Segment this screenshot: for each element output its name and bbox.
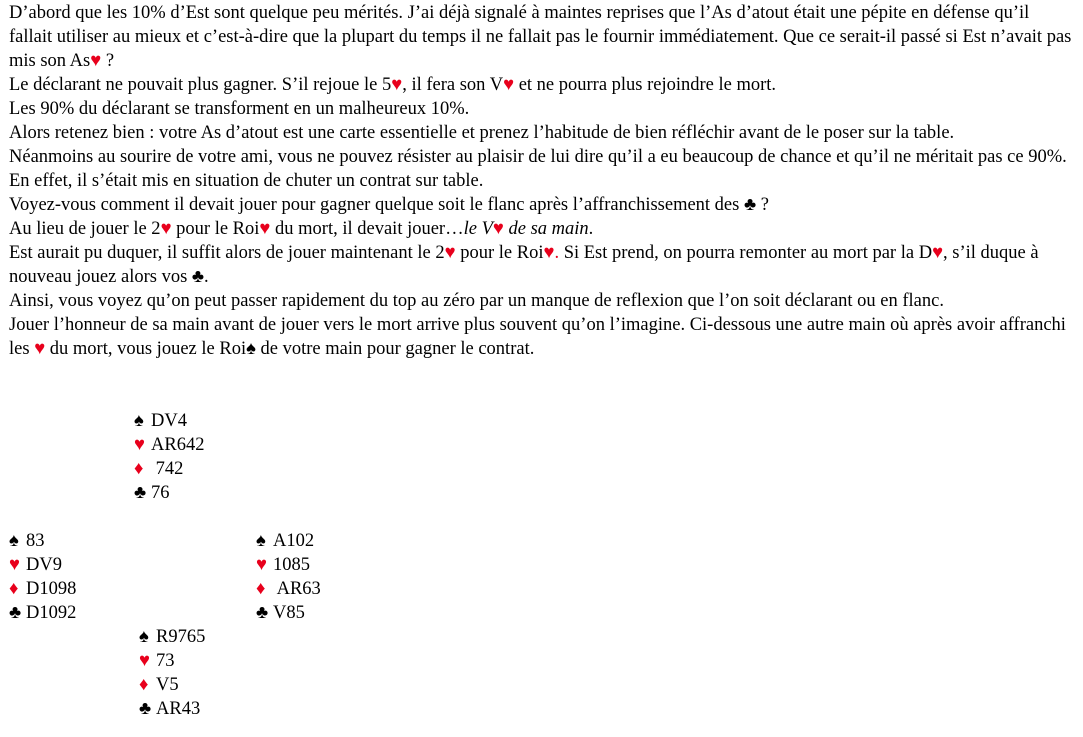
east-clubs-row bbox=[256, 601, 321, 625]
north-clubs: 76 bbox=[151, 483, 170, 503]
text-run: Voyez-vous comment il devait jouer pour gagner quelque soit le flanc après l’affranchissement des ♣ ? bbox=[9, 195, 769, 215]
west-hearts: DV9 bbox=[26, 555, 62, 575]
paragraph bbox=[9, 121, 1077, 145]
paragraph bbox=[9, 241, 1077, 289]
heart-icon: ♥ bbox=[34, 339, 46, 359]
text-run: du mort, vous jouez le Roi♠ de votre main pour gagner le contrat. bbox=[45, 339, 535, 359]
text-run: Néanmoins au sourire de votre ami, vous ne pouvez résister au plaisir de lui dire qu’il a eu beaucoup de chance et qu’il ne méritait pas ce 90%. bbox=[9, 147, 1067, 167]
hand-west bbox=[9, 529, 76, 625]
south-clubs: AR43 bbox=[156, 699, 201, 719]
south-diamonds-row bbox=[139, 673, 205, 697]
diamond-icon: ♦ bbox=[139, 675, 149, 695]
north-clubs-row bbox=[134, 481, 204, 505]
text-run: Jouer l’honneur de sa main avant de jouer vers le mort arrive plus souvent qu’on l’imagine. Ci-dessous une autre main où après avoir affranchi les bbox=[9, 315, 1066, 359]
text-run: Au lieu de jouer le 2 bbox=[9, 219, 161, 239]
north-spades: DV4 bbox=[151, 411, 187, 431]
south-hearts: 73 bbox=[156, 651, 175, 671]
south-diamonds: V5 bbox=[156, 675, 179, 695]
heart-icon: ♥ bbox=[256, 555, 267, 575]
text-run: . bbox=[588, 219, 594, 239]
east-clubs: V85 bbox=[273, 603, 305, 623]
heart-icon: ♥ bbox=[9, 555, 20, 575]
text-run: ? bbox=[101, 51, 115, 71]
east-spades: A102 bbox=[273, 531, 315, 551]
diamond-icon: ♦ bbox=[134, 459, 144, 479]
heart-icon: ♥ bbox=[160, 219, 172, 239]
text-run: , s’il duque à nouveau jouez alors vos ♣. bbox=[9, 243, 1039, 287]
paragraph bbox=[9, 145, 1077, 169]
west-clubs-row bbox=[9, 601, 76, 625]
text-run: de sa main bbox=[503, 219, 589, 239]
paragraph bbox=[9, 169, 1077, 193]
east-hearts: 1085 bbox=[273, 555, 310, 575]
paragraph bbox=[9, 289, 1077, 313]
paragraph bbox=[9, 97, 1077, 121]
text-run: pour le Roi bbox=[171, 219, 260, 239]
west-spades-row bbox=[9, 529, 76, 553]
club-icon: ♣ bbox=[256, 603, 269, 623]
heart-icon: ♥ bbox=[444, 243, 456, 263]
heart-icon: ♥ bbox=[391, 75, 403, 95]
spade-icon: ♠ bbox=[256, 531, 266, 551]
north-spades-row bbox=[134, 409, 204, 433]
south-hearts-row bbox=[139, 649, 205, 673]
heart-icon: ♥ bbox=[932, 243, 944, 263]
heart-icon: ♥ bbox=[139, 651, 150, 671]
north-diamonds: 742 bbox=[151, 459, 184, 479]
article-text bbox=[9, 1, 1077, 361]
paragraph bbox=[9, 1, 1077, 73]
text-run: Le déclarant ne pouvait plus gagner. S’il rejoue le 5 bbox=[9, 75, 392, 95]
hand-east bbox=[256, 529, 321, 625]
north-hearts: AR642 bbox=[151, 435, 205, 455]
heart-icon: ♥ bbox=[492, 219, 504, 239]
spade-icon: ♠ bbox=[139, 627, 149, 647]
west-diamonds: D1098 bbox=[26, 579, 77, 599]
paragraph bbox=[9, 193, 1077, 217]
diamond-icon: ♦ bbox=[9, 579, 19, 599]
hand-north bbox=[134, 409, 204, 505]
north-hearts-row bbox=[134, 433, 204, 457]
text-run: Est aurait pu duquer, il suffit alors de jouer maintenant le 2 bbox=[9, 243, 445, 263]
east-hearts-row bbox=[256, 553, 321, 577]
west-spades: 83 bbox=[26, 531, 45, 551]
text-run: En effet, il s’était mis en situation de chuter un contrat sur table. bbox=[9, 171, 484, 191]
paragraph bbox=[9, 73, 1077, 97]
west-hearts-row bbox=[9, 553, 76, 577]
text-run: Si Est prend, on pourra remonter au mort par la D bbox=[563, 243, 933, 263]
heart-icon: ♥ bbox=[90, 51, 102, 71]
text-run: Ainsi, vous voyez qu’on peut passer rapidement du top au zéro par un manque de reflexion que l’on soit déclarant ou en flanc. bbox=[9, 291, 944, 311]
club-icon: ♣ bbox=[139, 699, 152, 719]
club-icon: ♣ bbox=[134, 483, 147, 503]
text-run: le V bbox=[463, 219, 493, 239]
north-diamonds-row bbox=[134, 457, 204, 481]
text-run: pour le Roi bbox=[455, 243, 544, 263]
diamond-icon: ♦ bbox=[256, 579, 266, 599]
text-run: Les 90% du déclarant se transforment en un malheureux 10%. bbox=[9, 99, 470, 119]
text-run: et ne pourra plus rejoindre le mort. bbox=[514, 75, 777, 95]
heart-icon: ♥ bbox=[503, 75, 515, 95]
south-clubs-row bbox=[139, 697, 205, 721]
spade-icon: ♠ bbox=[9, 531, 19, 551]
east-spades-row bbox=[256, 529, 321, 553]
text-run: Alors retenez bien : votre As d’atout est une carte essentielle et prenez l’habitude de bien réfléchir avant de le poser sur la table. bbox=[9, 123, 955, 143]
heart-icon: ♥ bbox=[259, 219, 271, 239]
heart-icon: ♥ bbox=[134, 435, 145, 455]
text-run: D’abord que les 10% d’Est sont quelque peu mérités. J’ai déjà signalé à maintes reprises que l’As d’atout était une pépite en défense qu’il fallait utiliser au mieux et c’est-à-dire que la plupart du temps il ne fallait pas le fournir immédiatement. Que ce serait-il passé si Est n’avait pas mis son As bbox=[9, 3, 1072, 71]
club-icon: ♣ bbox=[9, 603, 22, 623]
south-spades: R9765 bbox=[156, 627, 206, 647]
hand-south bbox=[139, 625, 205, 721]
text-run: , il fera son V bbox=[402, 75, 504, 95]
heart-icon: ♥. bbox=[543, 243, 564, 263]
south-spades-row bbox=[139, 625, 205, 649]
west-diamonds-row bbox=[9, 577, 76, 601]
spade-icon: ♠ bbox=[134, 411, 144, 431]
paragraph bbox=[9, 313, 1077, 361]
west-clubs: D1092 bbox=[26, 603, 77, 623]
east-diamonds-row bbox=[256, 577, 321, 601]
text-run: du mort, il devait jouer… bbox=[270, 219, 464, 239]
paragraph bbox=[9, 217, 1077, 241]
east-diamonds: AR63 bbox=[273, 579, 321, 599]
